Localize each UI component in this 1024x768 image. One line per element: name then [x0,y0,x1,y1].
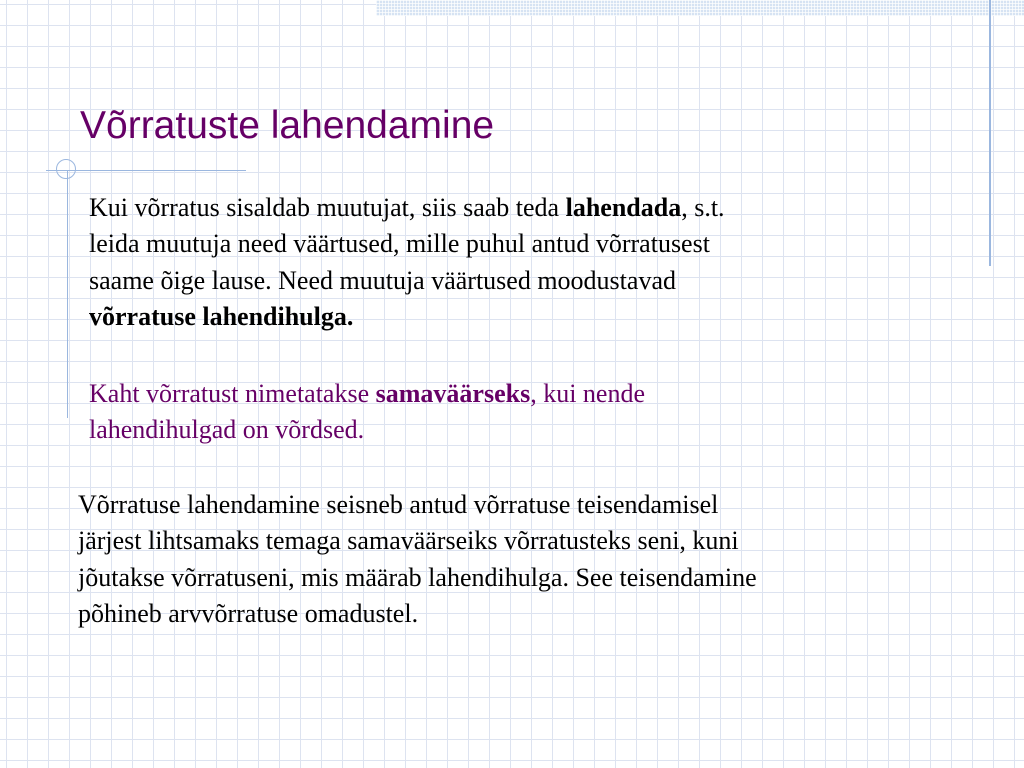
p2-line1-end: , kui nende [530,379,646,408]
p3-line1-text: Võrratuse lahendamine seisneb antud võrratuse teisendamisel [78,490,719,519]
p3-line2-text: järjest lihtsamaks temaga samaväärseiks võrratusteks seni, kuni [78,526,739,556]
p2-line2-text: lahendihulgad on võrdsed. [89,415,365,445]
p3-line3-text: jõutakse võrratuseni, mis määrab lahendihulga. See teisendamine [78,562,757,592]
p1-line1-end: , s.t. [681,193,725,222]
term-lahendihulk: võrratuse lahendihulga. [89,302,354,332]
top-decor-band [376,0,1024,16]
left-vertical-rule [67,170,68,418]
definition-paragraph [89,190,989,336]
p2-line1-text: Kaht võrratust nimetatakse [89,379,376,408]
p3-line4-text: põhineb arvvõrratuse omadustel. [78,599,419,629]
p1-line1-text: Kui võrratus sisaldab muutujat, siis saab teda [89,193,566,222]
p1-line2-text: leida muutuja need väärtused, mille puhul antud võrratusest [89,229,710,259]
term-lahendada: lahendada [565,193,682,222]
circle-ornament-icon [56,159,76,179]
p1-line3-text: saame õige lause. Need muutuja väärtused moodustavad [89,265,676,295]
right-vertical-rule [989,0,991,266]
equivalence-paragraph [89,376,989,449]
title-underline-rule [46,170,246,171]
method-paragraph [78,487,1018,633]
slide-title: Võrratuste lahendamine [80,104,495,147]
term-samavaarne: samaväärseks [375,379,531,408]
